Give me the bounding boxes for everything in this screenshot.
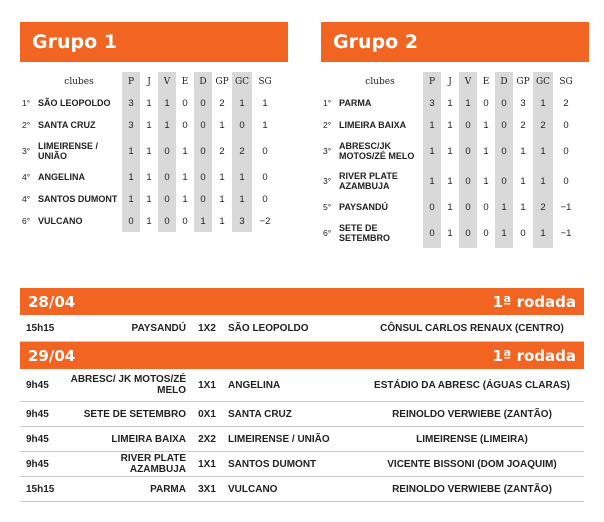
position: 1° — [323, 98, 332, 108]
position: 3° — [323, 176, 332, 186]
stat-v: 1 — [158, 114, 176, 136]
stat-j: 1 — [447, 201, 453, 213]
stat-gp: 2 — [219, 97, 225, 109]
stat-sg: 0 — [262, 171, 268, 183]
match-away: SANTA CRUZ — [228, 408, 292, 420]
match-home: RIVER PLATE AZAMBUJA — [120, 453, 186, 475]
stat-p: 1 — [122, 166, 140, 188]
match-away: VULCANO — [228, 483, 278, 495]
stat-v: 0 — [459, 114, 477, 136]
header-sg: SG — [559, 77, 573, 87]
round-header — [20, 342, 584, 369]
stat-j: 1 — [146, 171, 152, 183]
stat-e: 1 — [182, 145, 188, 157]
standings-table — [20, 72, 278, 232]
stat-sg: −1 — [560, 201, 572, 213]
stat-d: 1 — [495, 196, 513, 218]
stat-v: 1 — [158, 92, 176, 114]
position: 2° — [323, 120, 332, 130]
match-schedule — [20, 288, 584, 502]
club-name: VULCANO — [38, 216, 83, 226]
group-2-panel — [321, 22, 589, 248]
match-score: 1X2 — [198, 322, 216, 334]
stat-p: 1 — [423, 136, 441, 166]
stat-d: 0 — [194, 136, 212, 166]
header-e: E — [181, 77, 189, 87]
stat-sg: −2 — [259, 215, 271, 227]
header-j: J — [147, 77, 151, 87]
stat-p: 0 — [423, 218, 441, 248]
stat-gc: 1 — [232, 188, 252, 210]
match-home: SETE DE SETEMBRO — [83, 408, 186, 420]
stat-v: 0 — [459, 136, 477, 166]
header-gc: GC — [232, 72, 252, 92]
stat-e: 1 — [483, 175, 489, 187]
group-title: Grupo 2 — [321, 22, 589, 62]
stat-gc: 3 — [232, 210, 252, 232]
header-v: V — [158, 72, 176, 92]
match-home: PARMA — [150, 483, 186, 495]
stat-gc: 1 — [533, 166, 553, 196]
stat-p: 1 — [423, 166, 441, 196]
match-time: 15h15 — [26, 322, 55, 334]
standings-row — [20, 92, 278, 114]
position: 4° — [22, 172, 31, 182]
stat-sg: 1 — [262, 119, 268, 131]
standings-row — [20, 210, 278, 232]
round-date: 29/04 — [28, 346, 76, 365]
standings-row — [321, 196, 579, 218]
club-name: PARMA — [339, 98, 372, 108]
stat-v: 0 — [459, 196, 477, 218]
standings-row — [20, 188, 278, 210]
stat-e: 1 — [182, 171, 188, 183]
header-p: P — [122, 72, 140, 92]
stat-e: 1 — [483, 145, 489, 157]
stat-gp: 1 — [219, 171, 225, 183]
stat-v: 0 — [459, 218, 477, 248]
match-venue: LIMEIRENSE (LIMEIRA) — [416, 433, 528, 445]
club-name: LIMEIRENSE / UNIÃO — [38, 141, 99, 161]
match-row — [20, 402, 584, 427]
stat-gc: 1 — [533, 92, 553, 114]
stat-gc: 1 — [232, 166, 252, 188]
stat-gc: 2 — [533, 196, 553, 218]
standings-table — [321, 72, 579, 248]
stat-sg: 0 — [563, 119, 569, 131]
stat-v: 0 — [158, 136, 176, 166]
match-score: 1X1 — [198, 458, 216, 470]
stat-d: 0 — [194, 166, 212, 188]
header-gp: GP — [516, 77, 530, 87]
stat-gc: 1 — [533, 218, 553, 248]
match-time: 9h45 — [26, 408, 49, 420]
club-name: LIMEIRA BAIXA — [339, 120, 407, 130]
stat-j: 1 — [447, 97, 453, 109]
round-label: 1ª rodada — [492, 346, 576, 365]
stat-j: 1 — [447, 119, 453, 131]
club-name: PAYSANDÚ — [339, 202, 389, 212]
stat-e: 0 — [182, 215, 188, 227]
stat-sg: 0 — [262, 193, 268, 205]
stat-sg: 0 — [563, 175, 569, 187]
standings-row — [20, 136, 278, 166]
stat-gp: 1 — [219, 119, 225, 131]
match-time: 9h45 — [26, 458, 49, 470]
stat-d: 1 — [194, 210, 212, 232]
stat-gp: 1 — [520, 201, 526, 213]
stat-sg: 0 — [262, 145, 268, 157]
stat-v: 0 — [158, 166, 176, 188]
stat-gp: 1 — [219, 193, 225, 205]
club-name: SANTOS DUMONT — [38, 194, 118, 204]
standings-row — [321, 136, 579, 166]
stat-j: 1 — [146, 215, 152, 227]
header-d: D — [495, 72, 513, 92]
stat-j: 1 — [447, 227, 453, 239]
header-p: P — [423, 72, 441, 92]
stat-gp: 1 — [219, 215, 225, 227]
position: 1° — [22, 98, 31, 108]
stat-p: 3 — [122, 114, 140, 136]
stat-sg: 2 — [563, 97, 569, 109]
club-name: SÃO LEOPOLDO — [38, 98, 111, 108]
header-sg: SG — [258, 77, 272, 87]
stat-sg: 1 — [262, 97, 268, 109]
header-clubes: clubes — [365, 77, 395, 87]
round-date: 28/04 — [28, 292, 76, 311]
stat-d: 0 — [194, 92, 212, 114]
stat-p: 0 — [423, 196, 441, 218]
stat-j: 1 — [146, 119, 152, 131]
club-name: SETE DE SETEMBRO — [339, 223, 391, 243]
standings-row — [321, 218, 579, 248]
header-e: E — [482, 77, 490, 87]
stat-e: 0 — [483, 227, 489, 239]
match-score: 3X1 — [198, 483, 216, 495]
stat-d: 0 — [194, 188, 212, 210]
match-row — [20, 427, 584, 452]
match-row — [20, 315, 584, 342]
match-score: 2X2 — [198, 433, 216, 445]
match-venue: REINOLDO VERWIEBE (ZANTÃO) — [392, 483, 552, 495]
stat-gc: 2 — [232, 136, 252, 166]
match-away: ANGELINA — [228, 379, 281, 391]
group-1-panel — [20, 22, 288, 232]
match-time: 9h45 — [26, 379, 49, 391]
match-score: 0X1 — [198, 408, 216, 420]
match-home: ABRESC/ JK MOTOS/ZÉ MELO — [70, 374, 186, 396]
match-home: PAYSANDÚ — [131, 322, 186, 334]
stat-e: 0 — [182, 119, 188, 131]
stat-gp: 3 — [520, 97, 526, 109]
stat-p: 3 — [122, 92, 140, 114]
match-venue: ESTÁDIO DA ABRESC (ÁGUAS CLARAS) — [374, 379, 570, 391]
standings-row — [20, 114, 278, 136]
stat-v: 0 — [459, 166, 477, 196]
stat-e: 0 — [483, 97, 489, 109]
stat-gp: 2 — [520, 119, 526, 131]
stat-p: 1 — [122, 136, 140, 166]
stat-e: 1 — [182, 193, 188, 205]
standings-row — [321, 114, 579, 136]
stat-p: 3 — [423, 92, 441, 114]
standings-header-row — [321, 72, 579, 92]
stat-d: 0 — [495, 114, 513, 136]
club-name: SANTA CRUZ — [38, 120, 96, 130]
stat-d: 0 — [194, 114, 212, 136]
position: 4° — [22, 194, 31, 204]
position: 6° — [22, 216, 31, 226]
header-d: D — [194, 72, 212, 92]
match-time: 15h15 — [26, 483, 55, 495]
match-row — [20, 452, 584, 477]
stat-gp: 2 — [219, 145, 225, 157]
stat-p: 1 — [423, 114, 441, 136]
stat-j: 1 — [146, 145, 152, 157]
stat-e: 0 — [182, 97, 188, 109]
header-clubes: clubes — [64, 77, 94, 87]
position: 5° — [323, 202, 332, 212]
stat-j: 1 — [146, 193, 152, 205]
standings-row — [20, 166, 278, 188]
stat-gp: 0 — [520, 227, 526, 239]
stat-gc: 0 — [232, 114, 252, 136]
header-j: J — [448, 77, 452, 87]
match-score: 1X1 — [198, 379, 216, 391]
match-venue: REINOLDO VERWIEBE (ZANTÃO) — [392, 408, 552, 420]
standings-row — [321, 166, 579, 196]
round-header — [20, 288, 584, 315]
header-gc: GC — [533, 72, 553, 92]
match-away: SANTOS DUMONT — [228, 458, 317, 470]
stat-gp: 1 — [520, 175, 526, 187]
group-title: Grupo 1 — [20, 22, 288, 62]
stat-e: 0 — [483, 201, 489, 213]
position: 2° — [22, 120, 31, 130]
stat-d: 1 — [495, 218, 513, 248]
stat-j: 1 — [447, 175, 453, 187]
header-gp: GP — [215, 77, 229, 87]
match-away: SÃO LEOPOLDO — [228, 322, 309, 334]
match-row — [20, 477, 584, 502]
match-home: LIMEIRA BAIXA — [111, 433, 186, 445]
position: 6° — [323, 228, 332, 238]
stat-v: 1 — [459, 92, 477, 114]
stat-e: 1 — [483, 119, 489, 131]
stat-d: 0 — [495, 166, 513, 196]
standings-header-row — [20, 72, 278, 92]
stat-v: 0 — [158, 188, 176, 210]
stat-sg: −1 — [560, 227, 572, 239]
standings-row — [321, 92, 579, 114]
header-v: V — [459, 72, 477, 92]
stat-v: 0 — [158, 210, 176, 232]
round-label: 1ª rodada — [492, 292, 576, 311]
club-name: ANGELINA — [38, 172, 85, 182]
stat-d: 0 — [495, 136, 513, 166]
match-time: 9h45 — [26, 433, 49, 445]
stat-p: 1 — [122, 188, 140, 210]
stat-gp: 1 — [520, 145, 526, 157]
match-away: LIMEIRENSE / UNIÃO — [228, 433, 330, 445]
position: 3° — [323, 146, 332, 156]
match-venue: CÔNSUL CARLOS RENAUX (CENTRO) — [380, 322, 564, 334]
stat-d: 0 — [495, 92, 513, 114]
match-venue: VICENTE BISSONI (DOM JOAQUIM) — [387, 458, 557, 470]
position: 3° — [22, 146, 31, 156]
stat-j: 1 — [146, 97, 152, 109]
club-name: ABRESC/JK MOTOS/ZÉ MELO — [339, 141, 415, 161]
stat-j: 1 — [447, 145, 453, 157]
stat-gc: 1 — [533, 136, 553, 166]
match-row — [20, 369, 584, 402]
stat-sg: 0 — [563, 145, 569, 157]
stat-gc: 1 — [232, 92, 252, 114]
club-name: RIVER PLATE AZAMBUJA — [339, 171, 398, 191]
stat-p: 0 — [122, 210, 140, 232]
stat-gc: 2 — [533, 114, 553, 136]
